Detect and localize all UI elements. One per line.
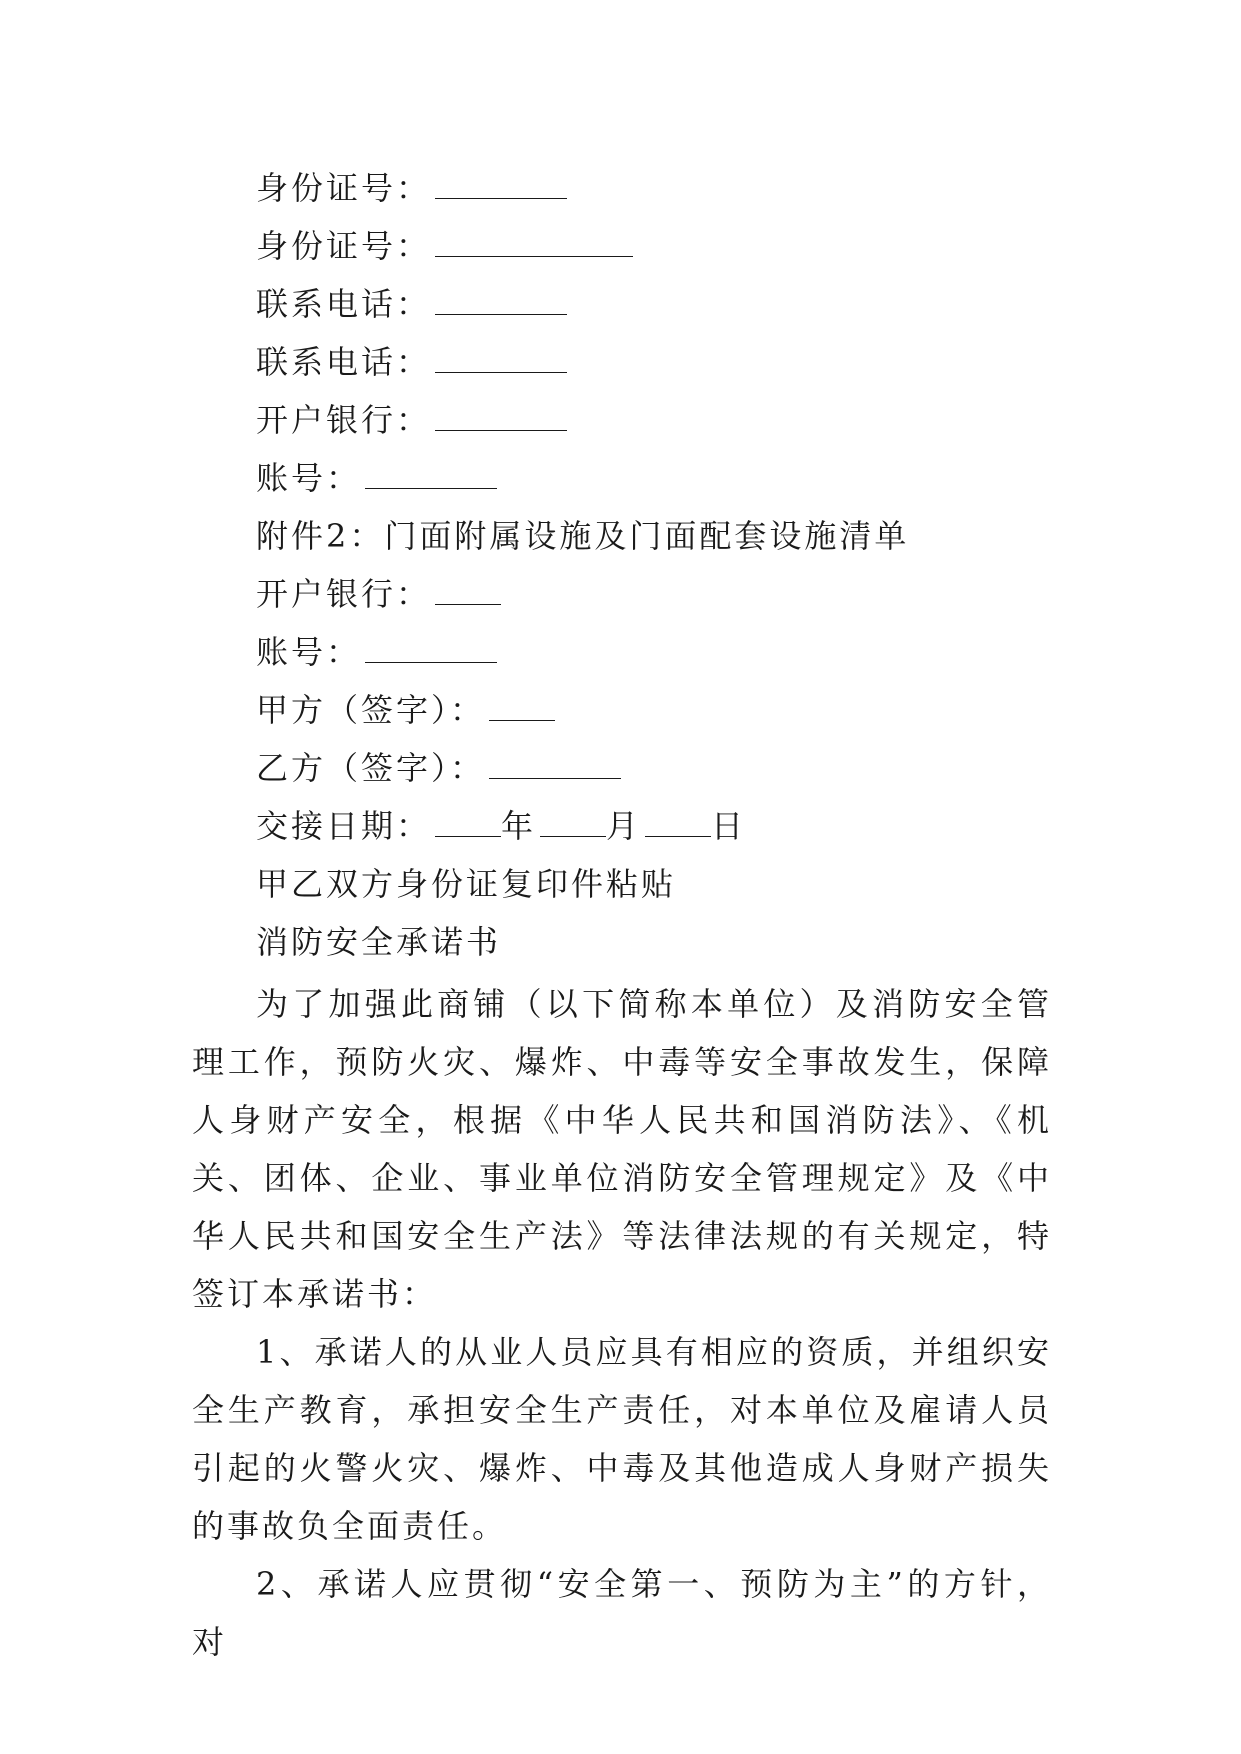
field-label: 身份证号： xyxy=(256,169,432,207)
phone-field-2 xyxy=(256,342,567,382)
party-b-signature xyxy=(256,748,621,788)
fill-blank xyxy=(435,286,567,315)
fill-blank xyxy=(365,460,497,489)
fill-blank xyxy=(435,228,633,257)
id-number-field-1 xyxy=(256,168,567,208)
account-field-1 xyxy=(256,458,497,498)
pledge-title: 消防安全承诺书 xyxy=(256,923,502,961)
field-label: 账号： xyxy=(256,633,362,671)
attachment-title: 附件2：门面附属设施及门面配套设施清单 xyxy=(256,517,910,555)
year-suffix: 年 xyxy=(501,807,537,845)
fill-blank xyxy=(489,750,621,779)
bank-field-2 xyxy=(256,574,501,614)
fill-blank xyxy=(435,170,567,199)
day-suffix: 日 xyxy=(711,807,747,845)
field-label: 开户银行： xyxy=(256,575,432,613)
account-field-2 xyxy=(256,632,497,672)
intro-paragraph: 为了加强此商铺（以下简称本单位）及消防安全管理工作，预防火灾、爆炸、中毒等安全事故发生，保障人身财产安全，根据《中华人民共和国消防法》、《机关、团体、企业、事业单位消防安全管理规定》及《中华人民共和国安全生产法》等法律法规的有关规定，特签订本承诺书： xyxy=(192,985,1052,1313)
clause-2-paragraph: 2、承诺人应贯彻“安全第一、预防为主”的方针，对 xyxy=(192,1565,1052,1661)
field-label: 甲方（签字）： xyxy=(256,691,486,729)
field-label: 账号： xyxy=(256,459,362,497)
field-label: 联系电话： xyxy=(256,285,432,323)
fill-blank xyxy=(489,692,555,721)
clause-1-paragraph: 1、承诺人的从业人员应具有相应的资质，并组织安全生产教育，承担安全生产责任，对本单位及雇请人员引起的火警火灾、爆炸、中毒及其他造成人身财产损失的事故负全面责任。 xyxy=(192,1333,1052,1545)
id-copy-note: 甲乙双方身份证复印件粘贴 xyxy=(256,865,677,903)
id-number-field-2 xyxy=(256,226,633,266)
fill-blank xyxy=(365,634,497,663)
month-blank xyxy=(540,808,606,837)
handover-date xyxy=(256,806,746,846)
field-label: 联系电话： xyxy=(256,343,432,381)
field-label: 开户银行： xyxy=(256,401,432,439)
year-blank xyxy=(435,808,501,837)
field-label: 乙方（签字）： xyxy=(256,749,486,787)
bank-field-1 xyxy=(256,400,567,440)
month-suffix: 月 xyxy=(606,807,642,845)
field-label: 交接日期： xyxy=(256,807,432,845)
day-blank xyxy=(645,808,711,837)
party-a-signature xyxy=(256,690,555,730)
fill-blank xyxy=(435,576,501,605)
fill-blank xyxy=(435,344,567,373)
field-label: 身份证号： xyxy=(256,227,432,265)
fill-blank xyxy=(435,402,567,431)
phone-field-1 xyxy=(256,284,567,324)
